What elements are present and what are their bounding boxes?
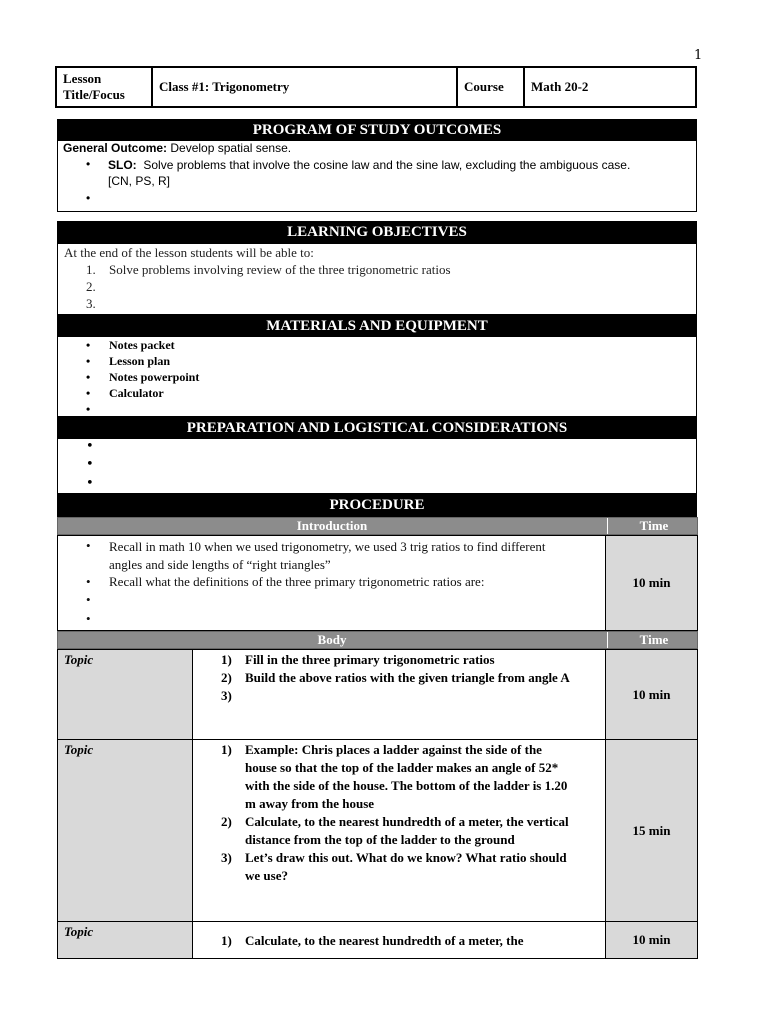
empty-bullet: • (86, 191, 91, 205)
objectives-box: At the end of the lesson students will be able to: 1. Solve problems involving review of the three trigonometric ratios 2. 3. (57, 244, 697, 315)
page-number: 1 (694, 48, 703, 63)
body-header: Body (317, 632, 347, 647)
intro-header: Introduction (296, 518, 368, 533)
topic2-item-2: Calculate, to the nearest hundredth of a meter, the vertical distance from the top of the ladder to the ground (245, 814, 569, 847)
pos-box: General Outcome: Develop spatial sense. • SLO: Solve problems that involve the cosine law and the sine law, excluding the ambiguous case. [CN, PS, R] • (57, 141, 697, 212)
pos-title: PROGRAM OF STUDY OUTCOMES (57, 119, 697, 141)
lesson-title-value: Class #1: Trigonometry (153, 68, 458, 106)
topic-label-3: Topic (57, 921, 193, 959)
body-header-row (57, 631, 698, 649)
topic-time-2: 15 min (605, 739, 698, 922)
general-outcome-label: General Outcome: (63, 141, 168, 155)
prep-title: PREPARATION AND LOGISTICAL CONSIDERATIONS (57, 417, 697, 439)
topic1-item-2: Build the above ratios with the given triangle from angle A (245, 670, 570, 685)
intro-time-header: Time (607, 518, 700, 534)
objectives-title: LEARNING OBJECTIVES (57, 221, 697, 244)
objectives-intro: At the end of the lesson students will be able to: (64, 245, 314, 260)
intro-content: • Recall in math 10 when we used trigonometry, we used 3 trig ratios to find different angles and side lengths of “right triangles” • Recall what the definitions of the three primary trigonometric ratios are: • • (57, 535, 606, 631)
topic-time-1: 10 min (605, 649, 698, 740)
topic-content-3: 1) Calculate, to the nearest hundredth of a meter, the (192, 921, 606, 959)
topic1-item-1: Fill in the three primary trigonometric ratios (245, 652, 495, 667)
general-outcome-value: Develop spatial sense. (167, 141, 292, 155)
slo-codes: [CN, PS, R] (108, 174, 171, 188)
materials-box: • Notes packet • Lesson plan • Notes powerpoint • Calculator • (57, 337, 697, 417)
slo-label: SLO: (108, 158, 137, 172)
intro-header-row (57, 517, 698, 535)
topic-time-3: 10 min (605, 921, 698, 959)
slo-text: Solve problems that involve the cosine law and the sine law, excluding the ambiguous case. (143, 158, 631, 172)
lesson-title-label: Lesson Title/Focus (57, 68, 153, 106)
material-item-1: Notes packet (109, 338, 175, 352)
topic-label-1: Topic (57, 649, 193, 740)
topic-content-1: 1) Fill in the three primary trigonometric ratios 2) Build the above ratios with the given triangle from angle A 3) (192, 649, 606, 740)
topic-label-2: Topic (57, 739, 193, 922)
material-item-2: Lesson plan (109, 354, 171, 368)
course-value: Math 20-2 (531, 79, 589, 94)
lesson-header-table (55, 66, 697, 108)
intro-time: 10 min (605, 535, 698, 631)
material-item-4: Calculator (109, 386, 164, 400)
material-item-3: Notes powerpoint (109, 370, 200, 384)
procedure-title: PROCEDURE (57, 494, 697, 517)
body-time-header: Time (607, 632, 700, 648)
topic3-item-1: Calculate, to the nearest hundredth of a meter, the (245, 933, 524, 948)
intro-item-1: Recall in math 10 when we used trigonometry, we used 3 trig ratios to find different angles and side lengths of “right triangles” (109, 539, 546, 572)
prep-box: • • • (57, 439, 697, 494)
intro-item-2: Recall what the definitions of the three primary trigonometric ratios are: (109, 574, 485, 589)
course-label: Course (458, 68, 525, 106)
objective-item-1: Solve problems involving review of the three trigonometric ratios (109, 262, 451, 277)
topic-content-2: 1) Example: Chris places a ladder against the side of the house so that the top of the ladder makes an angle of 52* with the side of the house. The bottom of the ladder is 1.20 m away from the house 2) Calculate, to the nearest hundredth of a meter, the vertical distance from the top of the ladder to the ground 3) Let’s draw this out. What do we know? What ratio should we use? (192, 739, 606, 922)
materials-title: MATERIALS AND EQUIPMENT (57, 315, 697, 337)
topic2-item-1: Example: Chris places a ladder against the side of the house so that the top of the ladder makes an angle of 52* with the side of the house. The bottom of the ladder is 1.20 m away from the house (245, 742, 568, 811)
topic2-item-3: Let’s draw this out. What do we know? What ratio should we use? (245, 850, 567, 883)
